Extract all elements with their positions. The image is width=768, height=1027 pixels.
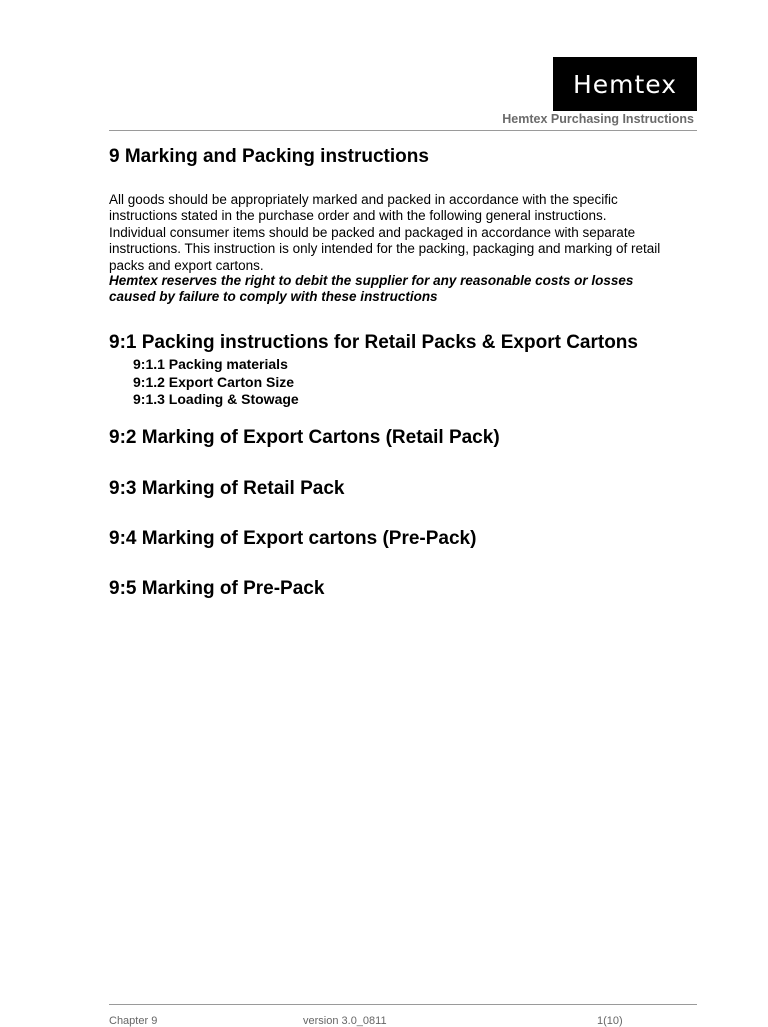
intro-line: packs and export cartons.	[109, 257, 264, 273]
section-heading-9-1: 9:1 Packing instructions for Retail Packs & Export Cartons	[109, 332, 638, 353]
warning-notice	[109, 273, 699, 306]
footer-chapter: Chapter 9	[109, 1015, 158, 1027]
intro-line: Individual consumer items should be packed and packaged in accordance with separate	[109, 224, 636, 240]
intro-line: instructions. This instruction is only intended for the packing, packaging and marking of retail	[109, 241, 661, 257]
footer-divider	[109, 1004, 697, 1005]
header-caption: Hemtex Purchasing Instructions	[502, 112, 694, 126]
subsection-list	[133, 356, 299, 409]
subsection-item: 9:1.3 Loading & Stowage	[133, 391, 299, 408]
intro-line: instructions stated in the purchase order and with the following general instructions.	[109, 208, 607, 224]
section-heading-9-5: 9:5 Marking of Pre-Pack	[109, 578, 325, 599]
subsection-item: 9:1.2 Export Carton Size	[133, 373, 295, 390]
subsection-item: 9:1.1 Packing materials	[133, 356, 288, 372]
warning-line: caused by failure to comply with these instructions	[109, 289, 438, 305]
section-heading-9-4: 9:4 Marking of Export cartons (Pre-Pack)	[109, 528, 477, 549]
intro-paragraph	[109, 192, 699, 274]
section-heading-9-3: 9:3 Marking of Retail Pack	[109, 478, 345, 499]
header-divider	[109, 130, 697, 131]
warning-line: Hemtex reserves the right to debit the supplier for any reasonable costs or losses	[109, 273, 634, 288]
footer-page-number: 1(10)	[597, 1015, 623, 1027]
footer-version: version 3.0_0811	[303, 1015, 387, 1027]
logo-text: Hemtex	[572, 69, 678, 99]
intro-line: All goods should be appropriately marked and packed in accordance with the specific	[109, 192, 618, 207]
page-title: 9 Marking and Packing instructions	[109, 146, 429, 167]
hemtex-logo	[553, 57, 697, 111]
section-heading-9-2: 9:2 Marking of Export Cartons (Retail Pack)	[109, 427, 500, 448]
